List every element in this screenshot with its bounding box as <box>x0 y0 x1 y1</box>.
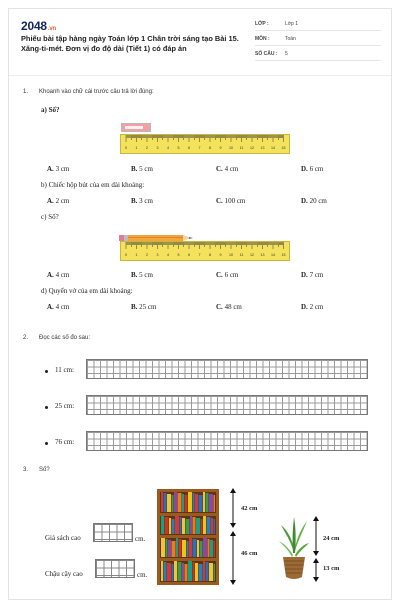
option-text: 48 cm <box>224 303 242 311</box>
book <box>178 493 182 512</box>
q2-item-2-label: 25 cm: <box>55 402 75 410</box>
subject-label: MÔN : <box>255 36 270 42</box>
option-letter: C. <box>216 271 223 279</box>
eraser-image <box>121 123 151 132</box>
book <box>174 561 177 581</box>
book <box>201 519 203 534</box>
book <box>182 540 186 557</box>
q1d-option-d[interactable] <box>301 303 323 311</box>
book <box>186 519 190 534</box>
logo-suffix: .vn <box>47 26 56 32</box>
ruler-label: 14 <box>271 146 275 150</box>
eraser-band <box>125 126 143 129</box>
q1b-option-a[interactable] <box>47 197 69 205</box>
book <box>167 494 171 512</box>
book <box>199 495 203 512</box>
q2-item-3-label: 76 cm: <box>55 438 75 446</box>
option-letter: C. <box>216 165 223 173</box>
book <box>185 495 188 512</box>
q1b-label: b) Chiếc hộp bút của em dài khoảng: <box>41 181 145 189</box>
q3-number: 3. <box>23 467 29 473</box>
ruler-image <box>120 134 290 154</box>
book <box>182 518 185 534</box>
book <box>206 562 209 581</box>
ruler-label: 13 <box>260 146 265 150</box>
ruler-label: 3 <box>156 253 159 257</box>
option-letter: A. <box>47 303 54 311</box>
option-text: 6 cm <box>309 165 324 173</box>
worksheet-page <box>8 8 392 600</box>
book <box>161 516 164 534</box>
book <box>167 563 171 581</box>
plant-top-measure: 24 cm <box>323 535 340 542</box>
option-text: 2 cm <box>55 197 70 205</box>
q3-shelf-answer-grid[interactable] <box>93 523 133 542</box>
book <box>168 540 171 557</box>
q1c-option-c[interactable] <box>216 271 238 279</box>
meta-divider <box>255 45 381 46</box>
book <box>178 562 182 581</box>
ruler-label: 1 <box>135 146 138 150</box>
book <box>200 541 203 557</box>
option-letter: D. <box>301 165 308 173</box>
q2-number: 2. <box>23 335 29 341</box>
q1d-label: d) Quyển vở của em dài khoảng: <box>41 287 133 295</box>
option-letter: A. <box>47 197 54 205</box>
q1a-option-a[interactable] <box>47 165 69 173</box>
book <box>185 564 188 581</box>
bullet <box>45 406 48 409</box>
ruler-label: 6 <box>188 146 190 150</box>
ruler-label: 11 <box>239 253 244 257</box>
ruler-label: 10 <box>229 146 233 150</box>
option-letter: A. <box>47 271 54 279</box>
ruler-label: 5 <box>177 146 180 150</box>
book <box>203 538 207 557</box>
book <box>182 494 184 512</box>
book <box>187 541 189 557</box>
option-text: 20 cm <box>309 197 327 205</box>
subject-value: Toán <box>285 36 296 42</box>
book <box>195 563 198 581</box>
logo-main: 2048 <box>21 19 47 33</box>
option-letter: D. <box>301 303 308 311</box>
q2-prompt: Đọc các số đo sau: <box>39 335 91 341</box>
option-text: 5 cm <box>139 271 153 279</box>
book <box>209 494 213 512</box>
book <box>172 519 175 534</box>
book <box>164 493 167 512</box>
ruler-ticks <box>121 135 289 153</box>
option-letter: B. <box>131 165 138 173</box>
book <box>179 539 182 557</box>
book <box>196 518 200 534</box>
ruler-label: 4 <box>167 146 169 150</box>
q1-prompt: Khoanh vào chữ cái trước câu trả lời đúng: <box>39 89 154 95</box>
count-value: 5 <box>285 51 288 57</box>
option-letter: D. <box>301 197 308 205</box>
book <box>207 517 211 534</box>
book <box>214 541 216 557</box>
option-letter: C. <box>216 303 223 311</box>
ruler-label: 3 <box>156 146 159 150</box>
q1c-option-b[interactable] <box>131 271 153 279</box>
q1a-option-c[interactable] <box>216 165 238 173</box>
book <box>164 562 167 581</box>
header-divider <box>9 75 391 76</box>
plant-measure-arrows <box>311 515 321 583</box>
q3-plant-label: Chậu cây cao <box>45 570 83 578</box>
worksheet-title: Phiếu bài tập hàng ngày Toán lớp 1 Chân trời sáng tạo Bài 15. Xăng-ti-mét. Đơn vị đo độ dài (Tiết 1) có đáp án <box>21 34 239 53</box>
book <box>161 538 165 557</box>
meta-divider <box>255 30 381 31</box>
ruler-label: 11 <box>239 146 244 150</box>
book <box>172 564 174 581</box>
option-text: 4 cm <box>55 303 70 311</box>
q1a-option-b[interactable] <box>131 165 153 173</box>
book <box>188 561 192 581</box>
ruler-label: 9 <box>219 146 222 150</box>
q1d-option-c[interactable] <box>216 303 242 311</box>
class-value: Lớp 1 <box>285 21 299 27</box>
book <box>172 541 176 557</box>
book <box>180 517 182 534</box>
meta-divider <box>255 60 381 61</box>
ruler-label: 5 <box>177 253 180 257</box>
q1b-option-c[interactable] <box>216 197 245 205</box>
q2-answer-grid-3[interactable] <box>86 431 368 451</box>
book <box>197 540 199 557</box>
book <box>193 562 195 581</box>
q2-answer-grid-1[interactable] <box>86 359 368 379</box>
book <box>209 563 213 581</box>
shelf-bottom-measure: 46 cm <box>241 550 258 557</box>
plant-bottom-measure: 13 cm <box>323 565 340 572</box>
ruler-label: 12 <box>250 253 254 257</box>
q1b-option-b[interactable] <box>131 197 153 205</box>
ruler-label: 14 <box>271 253 275 257</box>
option-text: 4 cm <box>55 271 70 279</box>
book <box>208 539 210 557</box>
ruler-label: 2 <box>146 146 148 150</box>
book <box>161 561 163 581</box>
bullet <box>45 442 48 445</box>
count-label: SỐ CÂU : <box>255 51 278 57</box>
ruler-label: 0 <box>125 146 127 150</box>
book <box>169 518 171 534</box>
book <box>161 492 163 512</box>
option-text: 2 cm <box>309 303 324 311</box>
q3-shelf-unit: cm. <box>135 535 146 543</box>
shelf-measure-arrows <box>227 487 239 587</box>
ruler-label: 2 <box>146 253 148 257</box>
book <box>174 492 177 512</box>
q1c-option-d[interactable] <box>301 271 323 279</box>
option-text: 4 cm <box>224 165 239 173</box>
book <box>172 495 174 512</box>
ruler-label: 7 <box>198 146 201 150</box>
ruler-label: 4 <box>167 253 169 257</box>
q3-plant-answer-grid[interactable] <box>95 559 135 578</box>
book <box>199 564 203 581</box>
option-text: 6 cm <box>224 271 239 279</box>
q3-shelf-label: Giá sách cao <box>45 534 81 542</box>
q1d-option-a[interactable] <box>47 303 69 311</box>
q2-answer-grid-2[interactable] <box>86 395 368 415</box>
ruler-label: 8 <box>209 253 211 257</box>
q2-item-1-label: 11 cm: <box>55 366 74 374</box>
book <box>203 492 205 512</box>
ruler-label: 6 <box>188 253 190 257</box>
option-text: 25 cm <box>139 303 157 311</box>
option-letter: B. <box>131 197 138 205</box>
book <box>189 538 192 557</box>
class-label: LỚP : <box>255 21 269 27</box>
ruler-label: 8 <box>209 146 211 150</box>
book <box>190 516 192 534</box>
book <box>214 519 216 534</box>
book <box>211 518 213 534</box>
option-letter: C. <box>216 197 223 205</box>
book <box>182 563 184 581</box>
q3-prompt: Số? <box>39 467 50 473</box>
book <box>166 539 168 557</box>
ruler-label: 15 <box>281 146 286 150</box>
bookshelf-image <box>157 489 219 585</box>
option-letter: B. <box>131 271 138 279</box>
option-text: 100 cm <box>224 197 246 205</box>
logo[interactable] <box>21 19 56 33</box>
option-letter: D. <box>301 271 308 279</box>
book <box>195 494 198 512</box>
bookshelf-drawing <box>157 489 219 585</box>
book <box>214 564 216 581</box>
option-text: 3 cm <box>55 165 70 173</box>
q1c-label: c) Số? <box>41 213 59 221</box>
ruler-ticks <box>121 242 289 260</box>
book <box>206 493 209 512</box>
book <box>176 538 178 557</box>
ruler-label: 0 <box>125 253 127 257</box>
pencil-image <box>119 229 195 237</box>
option-letter: B. <box>131 303 138 311</box>
plant-drawing <box>279 517 309 581</box>
ruler-label: 10 <box>229 253 233 257</box>
q1a-label: a) Số? <box>41 106 60 114</box>
book <box>165 517 169 534</box>
shelf-top-measure: 42 cm <box>241 505 258 512</box>
book <box>193 493 195 512</box>
option-text: 3 cm <box>139 197 153 205</box>
ruler-label: 13 <box>260 253 265 257</box>
ruler-label: 7 <box>198 253 201 257</box>
q1-number: 1. <box>23 89 29 95</box>
book <box>193 517 196 534</box>
option-text: 5 cm <box>139 165 153 173</box>
ruler-label: 15 <box>281 253 286 257</box>
ruler-label: 9 <box>219 253 222 257</box>
book <box>188 492 192 512</box>
q3-plant-unit: cm. <box>137 571 148 579</box>
book <box>203 516 206 534</box>
book <box>203 561 205 581</box>
q1d-option-b[interactable] <box>131 303 156 311</box>
potted-plant-image <box>279 517 309 581</box>
bullet <box>45 370 48 373</box>
option-text: 7 cm <box>309 271 324 279</box>
option-letter: A. <box>47 165 54 173</box>
book <box>175 516 179 534</box>
book <box>214 495 216 512</box>
ruler-label: 12 <box>250 146 254 150</box>
q1c-option-a[interactable] <box>47 271 69 279</box>
q1a-option-d[interactable] <box>301 165 323 173</box>
q1b-option-d[interactable] <box>301 197 327 205</box>
ruler-label: 1 <box>135 253 138 257</box>
book <box>193 539 197 557</box>
ruler-image <box>120 241 290 261</box>
book <box>210 540 213 557</box>
